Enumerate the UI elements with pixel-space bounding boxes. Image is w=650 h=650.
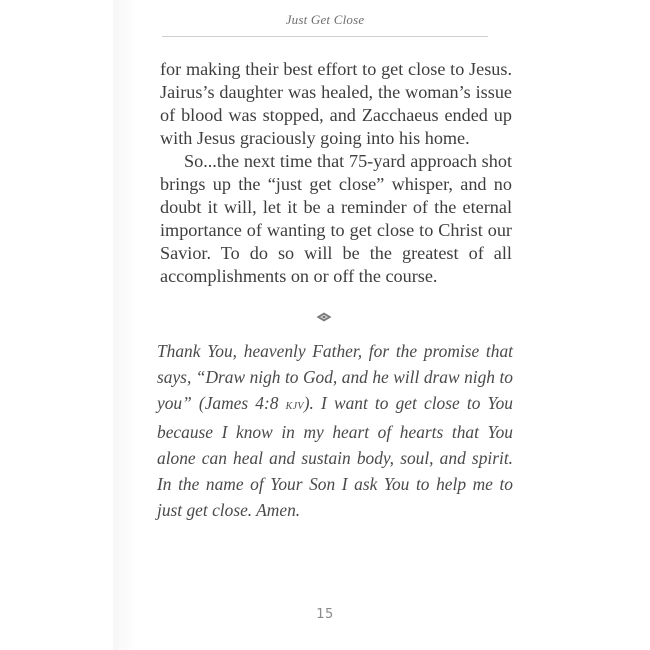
page-number: 15 bbox=[316, 607, 334, 622]
bible-version: kjv bbox=[285, 398, 304, 413]
prayer-text bbox=[157, 338, 513, 523]
header-rule bbox=[162, 36, 488, 37]
diamond-ornament-icon bbox=[316, 309, 332, 319]
paragraph-1: for making their best effort to get close to Jesus. Jairus’s daughter was healed, the woman’s issue of blood was stopped, and Zacchaeus ended up with Jesus graciously going into his home. bbox=[160, 59, 512, 148]
prayer-part-1: Thank You, heavenly Father, for the promise that says, “Draw nigh to God, and he will draw nigh to you” (James 4:8 bbox=[157, 341, 513, 413]
page-gutter-edge bbox=[113, 0, 137, 650]
paragraph-2: So...the next time that 75-yard approach shot brings up the “just get close” whisper, and no doubt it will, let it be a reminder of the eternal importance of wanting to get close to Christ our Savior. To do so will be the greatest of all accomplishments on or off the course. bbox=[160, 151, 512, 286]
prayer-paragraph bbox=[157, 338, 513, 523]
prayer-part-2: ). I want to get close to You because I know in my heart of hearts that You alone can heal and sustain body, soul, and spirit. In the name of Your Son I ask You to help me to just get close. Amen. bbox=[157, 393, 513, 520]
running-header: Just Get Close bbox=[285, 12, 365, 27]
body-text bbox=[160, 58, 512, 288]
